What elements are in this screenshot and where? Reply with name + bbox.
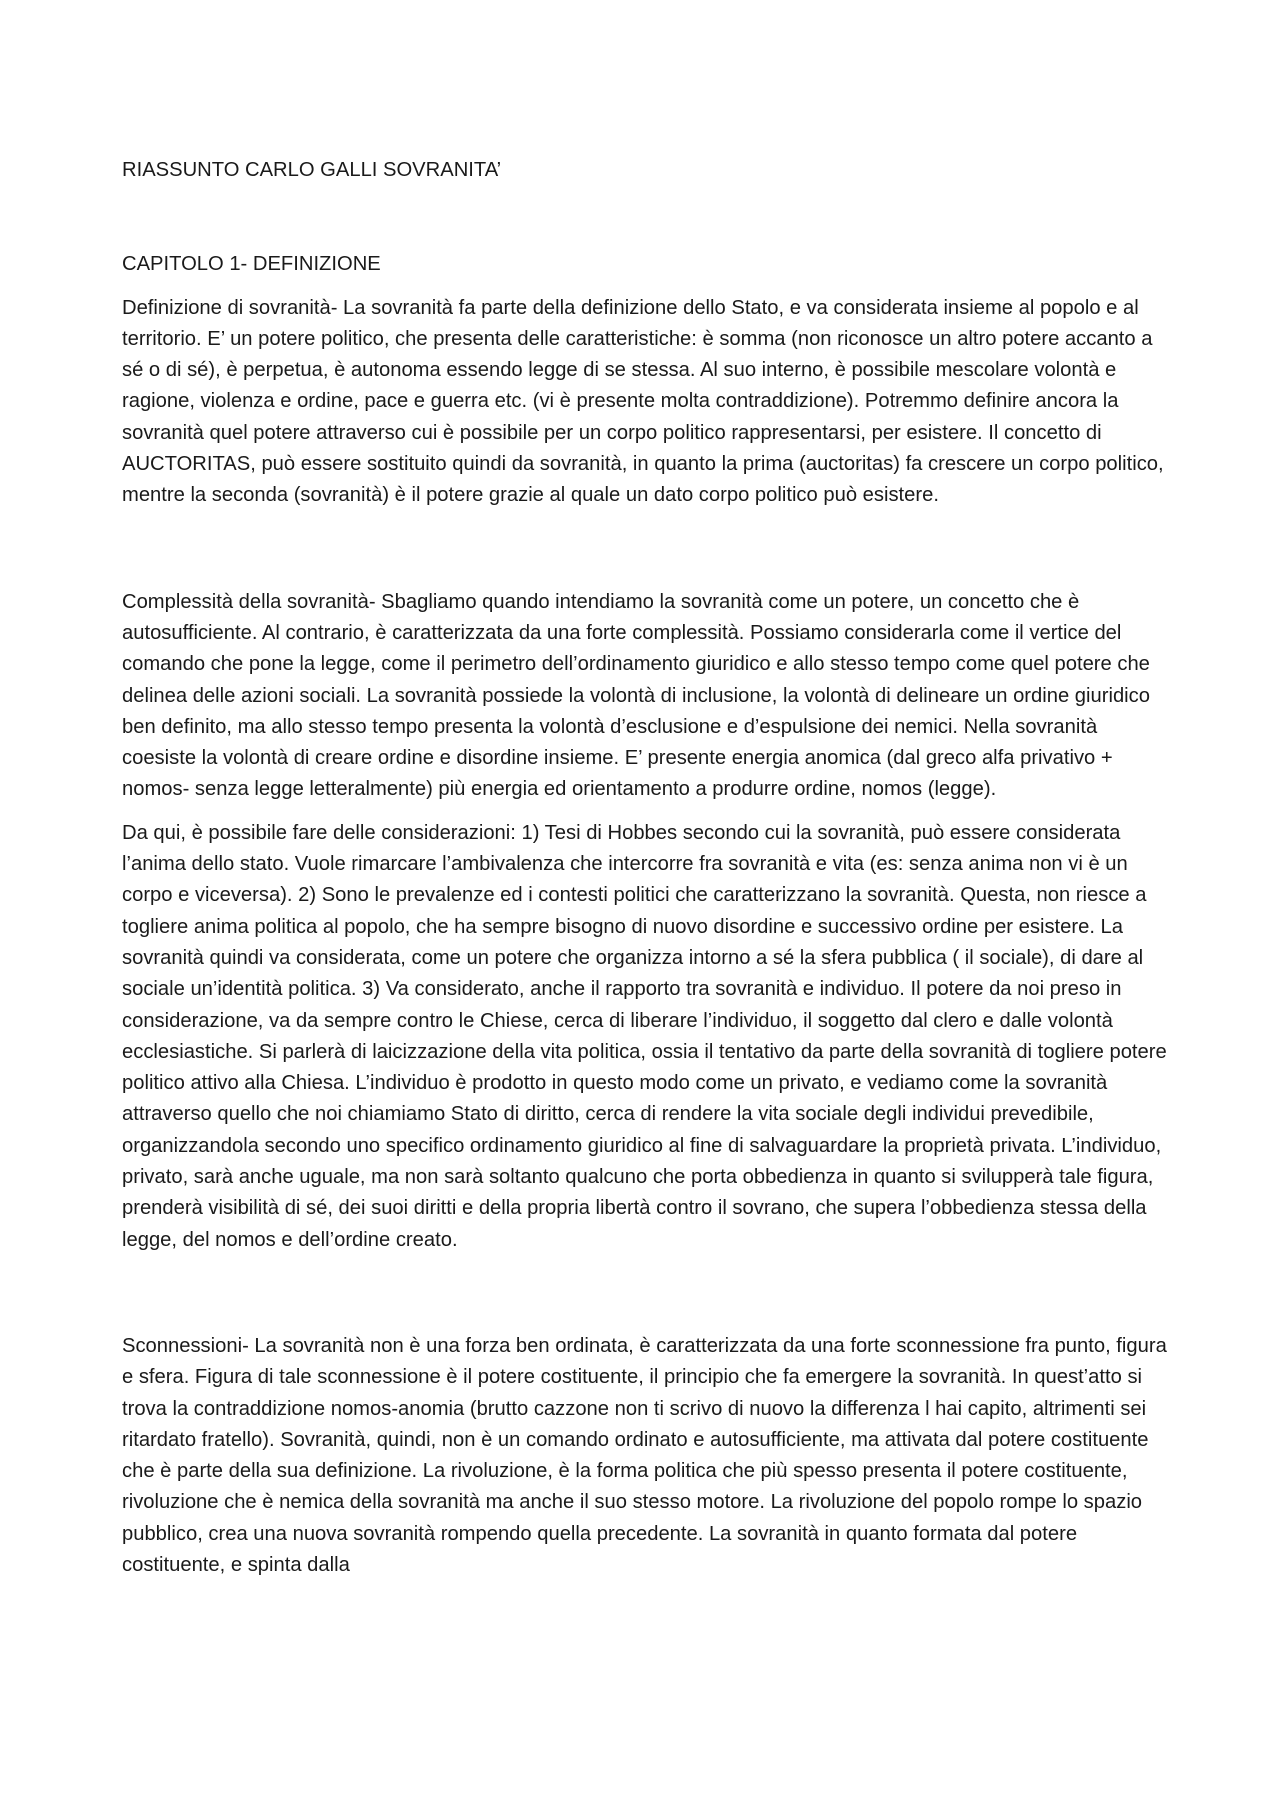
paragraph-complessita: Complessità della sovranità- Sbagliamo quando intendiamo la sovranità come un potere, un concetto che è autosufficiente. Al contrario, è caratterizzata da una forte complessità. Possiamo considerarla come il vertice del comando che pone la legge, come il perimetro dell’ordinamento giuridico e allo stesso tempo come quel potere che delinea delle azioni sociali. La sovranità possiede la volontà di inclusione, la volontà di delineare un ordine giuridico ben definito, ma allo stesso tempo presenta la volontà d’esclusione e d’espulsione dei nemici. Nella sovranità coesiste la volontà di creare ordine e disordine insieme. E’ presente energia anomica (dal greco alfa privativo + nomos- senza legge letteralmente) più energia ed orientamento a produrre ordine, nomos (legge). (122, 590, 1150, 801)
paragraph-definizione: Definizione di sovranità- La sovranità fa parte della definizione dello Stato, e va considerata insieme al popolo e al territorio. E’ un potere politico, che presenta delle caratteristiche: è somma (non riconosce un altro potere accanto a sé o di sé), è perpetua, è autonoma essendo legge di se stessa. Al suo interno, è possibile mescolare volontà e ragione, violenza e ordine, pace e guerra etc. (vi è presente molta contraddizione). Potremmo definire ancora la sovranità quel potere attraverso cui è possibile per un corpo politico rappresentarsi, per esistere. Il concetto di AUCTORITAS, può essere sostituito quindi da sovranità, in quanto la prima (auctoritas) fa crescere un corpo politico, mentre la seconda (sovranità) è il potere grazie al quale un dato corpo politico può esistere. (122, 296, 1164, 507)
document-title: RIASSUNTO CARLO GALLI SOVRANITA’ (122, 159, 502, 181)
paragraph-considerazioni: Da qui, è possibile fare delle considerazioni: 1) Tesi di Hobbes secondo cui la sovranità, può essere considerata l’anima dello stato. Vuole rimarcare l’ambivalenza che intercorre fra sovranità e vita (es: senza anima non vi è un corpo e viceversa). 2) Sono le prevalenze ed i contesti politici che caratterizzano la sovranità. Questa, non riesce a togliere anima politica al popolo, che ha sempre bisogno di nuovo disordine e successivo ordine per esistere. La sovranità quindi va considerata, come un potere che organizza intorno a sé la sfera pubblica ( il sociale), di dare al sociale un’identità politica. 3) Va considerato, anche il rapporto tra sovranità e individuo. Il potere da noi preso in considerazione, va da sempre contro le Chiese, cerca di liberare l’individuo, il soggetto dal clero e dalle volontà ecclesiastiche. Si parlerà di laicizzazione della vita politica, ossia il tentativo da parte della sovranità di togliere potere politico attivo alla Chiesa. L’individuo è prodotto in questo modo come un privato, e vediamo come la sovranità attraverso quello che noi chiamiamo Stato di diritto, cerca di rendere la vita sociale degli individui prevedibile, organizzandola secondo uno specifico ordinamento giuridico al fine di salvaguardare la proprietà privata. L’individuo, privato, sarà anche uguale, ma non sarà soltanto qualcuno che porta obbedienza in quanto si svilupperà tale figura, prenderà visibilità di sé, dei suoi diritti e della propria libertà contro il sovrano, che supera l’obbedienza stessa della legge, del nomos e dell’ordine creato. (122, 821, 1167, 1251)
chapter-title: CAPITOLO 1- DEFINIZIONE (122, 253, 381, 276)
paragraph-sconnessioni: Sconnessioni- La sovranità non è una forza ben ordinata, è caratterizzata da una forte sconnessione fra punto, figura e sfera. Figura di tale sconnessione è il potere costituente, il principio che fa emergere la sovranità. In quest’atto si trova la contraddizione nomos-anomia (brutto cazzone non ti scrivo di nuovo la differenza l hai capito, altrimenti sei ritardato fratello). Sovranità, quindi, non è un comando ordinato e autosufficiente, ma attivata dal potere costituente che è parte della sua definizione. La rivoluzione, è la forma politica che più spesso presenta il potere costituente, rivoluzione che è nemica della sovranità ma anche il suo stesso motore. La rivoluzione del popolo rompe lo spazio pubblico, crea una nuova sovranità rompendo quella precedente. La sovranità in quanto formata dal potere costituente, e spinta dalla (122, 1334, 1167, 1576)
document-body (122, 155, 1167, 1581)
